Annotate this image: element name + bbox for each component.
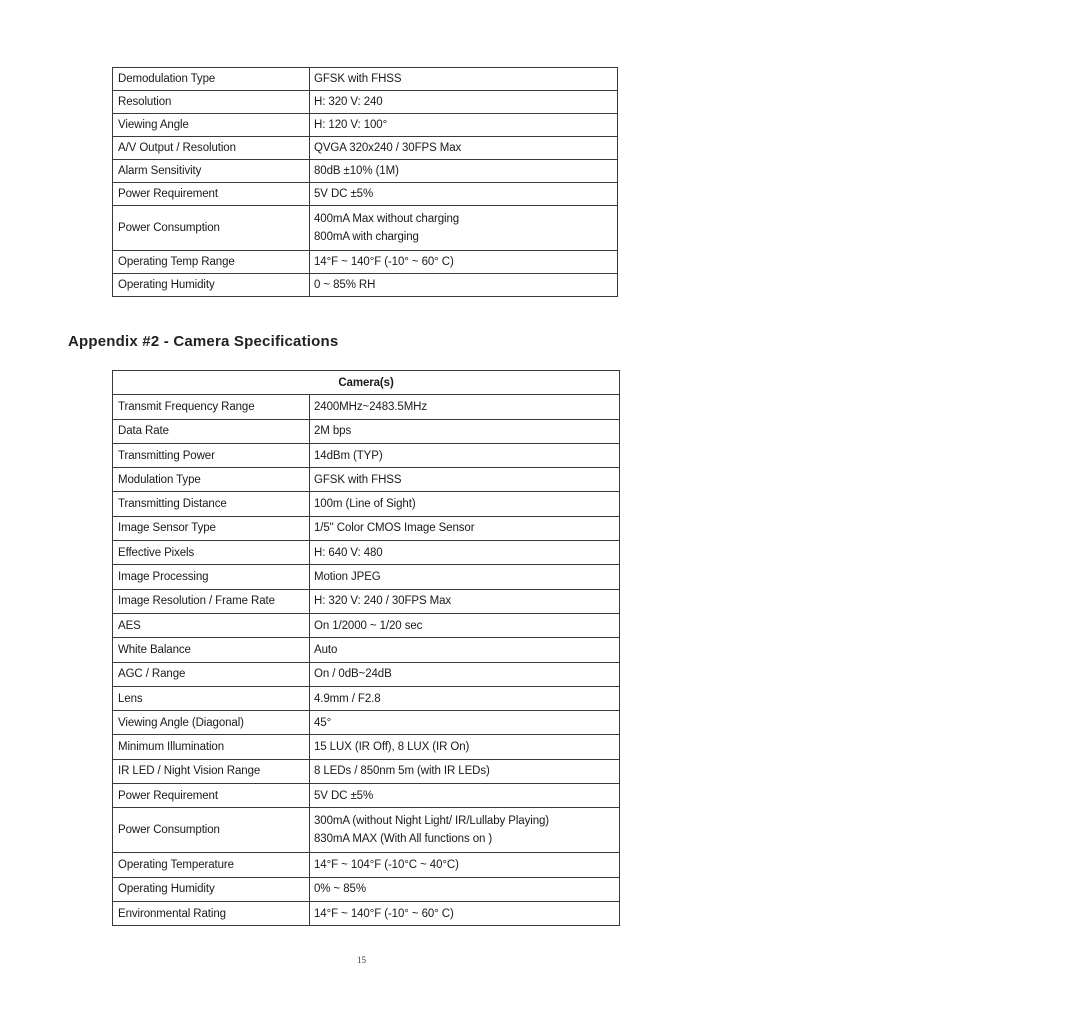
- spec-label: Power Requirement: [113, 183, 310, 206]
- spec-value: Auto: [310, 638, 620, 662]
- spec-value: On 1/2000 ~ 1/20 sec: [310, 613, 620, 637]
- spec-label: Image Sensor Type: [113, 516, 310, 540]
- spec-row: [113, 137, 618, 160]
- spec-row: [113, 808, 620, 853]
- spec-value-line: 400mA Max without charging: [314, 213, 460, 225]
- spec-row: [113, 274, 618, 297]
- spec-row: [113, 662, 620, 686]
- spec-row: [113, 735, 620, 759]
- spec-row: [113, 183, 618, 206]
- spec-row: [113, 206, 618, 251]
- spec-row: [113, 443, 620, 467]
- spec-label: Transmitting Distance: [113, 492, 310, 516]
- spec-label: Data Rate: [113, 419, 310, 443]
- spec-label: Alarm Sensitivity: [113, 160, 310, 183]
- spec-row: [113, 68, 618, 91]
- spec-row: [113, 468, 620, 492]
- spec-row: [113, 91, 618, 114]
- spec-row: [113, 589, 620, 613]
- spec-label: Minimum Illumination: [113, 735, 310, 759]
- spec-label: Viewing Angle: [113, 114, 310, 137]
- spec-value: 15 LUX (IR Off), 8 LUX (IR On): [310, 735, 620, 759]
- spec-row: [113, 638, 620, 662]
- spec-label: Image Processing: [113, 565, 310, 589]
- spec-value: H: 640 V: 480: [310, 541, 620, 565]
- spec-row: [113, 759, 620, 783]
- spec-value: [310, 808, 620, 853]
- spec-value: 4.9mm / F2.8: [310, 686, 620, 710]
- spec-label: Power Consumption: [113, 808, 310, 853]
- spec-row: [113, 160, 618, 183]
- spec-value: GFSK with FHSS: [310, 468, 620, 492]
- spec-value: QVGA 320x240 / 30FPS Max: [310, 137, 618, 160]
- spec-value: 100m (Line of Sight): [310, 492, 620, 516]
- spec-value: 80dB ±10% (1M): [310, 160, 618, 183]
- spec-label: Viewing Angle (Diagonal): [113, 711, 310, 735]
- spec-label: A/V Output / Resolution: [113, 137, 310, 160]
- spec-value: 5V DC ±5%: [310, 183, 618, 206]
- spec-row: [113, 711, 620, 735]
- spec-row: [113, 419, 620, 443]
- spec-value: 14°F ~ 104°F (-10°C ~ 40°C): [310, 853, 620, 877]
- spec-label: Transmit Frequency Range: [113, 395, 310, 419]
- spec-row: [113, 877, 620, 901]
- spec-label: IR LED / Night Vision Range: [113, 759, 310, 783]
- spec-label: Demodulation Type: [113, 68, 310, 91]
- camera-specs-table: [112, 370, 620, 926]
- spec-label: Effective Pixels: [113, 541, 310, 565]
- table-header: Camera(s): [113, 371, 620, 395]
- spec-label: AGC / Range: [113, 662, 310, 686]
- spec-value-line: 830mA MAX (With All functions on ): [314, 833, 493, 846]
- spec-label: Image Resolution / Frame Rate: [113, 589, 310, 613]
- table-header-row: [113, 371, 620, 395]
- spec-row: [113, 565, 620, 589]
- spec-value-line: 800mA with charging: [314, 231, 419, 243]
- spec-label: Operating Humidity: [113, 877, 310, 901]
- spec-label: Lens: [113, 686, 310, 710]
- spec-value: 8 LEDs / 850nm 5m (with IR LEDs): [310, 759, 620, 783]
- spec-row: [113, 784, 620, 808]
- spec-row: [113, 613, 620, 637]
- spec-value: 5V DC ±5%: [310, 784, 620, 808]
- spec-label: Transmitting Power: [113, 443, 310, 467]
- spec-row: [113, 541, 620, 565]
- spec-row: [113, 395, 620, 419]
- spec-row: [113, 901, 620, 925]
- spec-row: [113, 114, 618, 137]
- spec-label: Operating Humidity: [113, 274, 310, 297]
- spec-label: Environmental Rating: [113, 901, 310, 925]
- spec-value: 2400MHz~2483.5MHz: [310, 395, 620, 419]
- spec-label: Operating Temp Range: [113, 251, 310, 274]
- spec-value: GFSK with FHSS: [310, 68, 618, 91]
- spec-label: Operating Temperature: [113, 853, 310, 877]
- spec-row: [113, 492, 620, 516]
- spec-value-line: 300mA (without Night Light/ IR/Lullaby Playing): [314, 815, 550, 828]
- spec-value: 14°F ~ 140°F (-10° ~ 60° C): [310, 251, 618, 274]
- spec-label: Modulation Type: [113, 468, 310, 492]
- spec-value: [310, 206, 618, 251]
- spec-value: H: 320 V: 240 / 30FPS Max: [310, 589, 620, 613]
- spec-value: 45°: [310, 711, 620, 735]
- spec-value: 0% ~ 85%: [310, 877, 620, 901]
- spec-row: [113, 251, 618, 274]
- spec-label: White Balance: [113, 638, 310, 662]
- spec-value: H: 120 V: 100°: [310, 114, 618, 137]
- spec-label: Power Requirement: [113, 784, 310, 808]
- spec-value: 2M bps: [310, 419, 620, 443]
- spec-row: [113, 853, 620, 877]
- spec-value: On / 0dB~24dB: [310, 662, 620, 686]
- spec-value: 0 ~ 85% RH: [310, 274, 618, 297]
- spec-value: Motion JPEG: [310, 565, 620, 589]
- spec-value: 14dBm (TYP): [310, 443, 620, 467]
- spec-row: [113, 686, 620, 710]
- receiver-specs-table: [112, 67, 618, 297]
- spec-label: Power Consumption: [113, 206, 310, 251]
- spec-label: Resolution: [113, 91, 310, 114]
- spec-label: AES: [113, 613, 310, 637]
- page-number: 15: [357, 955, 366, 965]
- appendix-heading: Appendix #2 - Camera Specifications: [68, 333, 339, 350]
- spec-value: 14°F ~ 140°F (-10° ~ 60° C): [310, 901, 620, 925]
- spec-value: 1/5" Color CMOS Image Sensor: [310, 516, 620, 540]
- spec-value: H: 320 V: 240: [310, 91, 618, 114]
- spec-row: [113, 516, 620, 540]
